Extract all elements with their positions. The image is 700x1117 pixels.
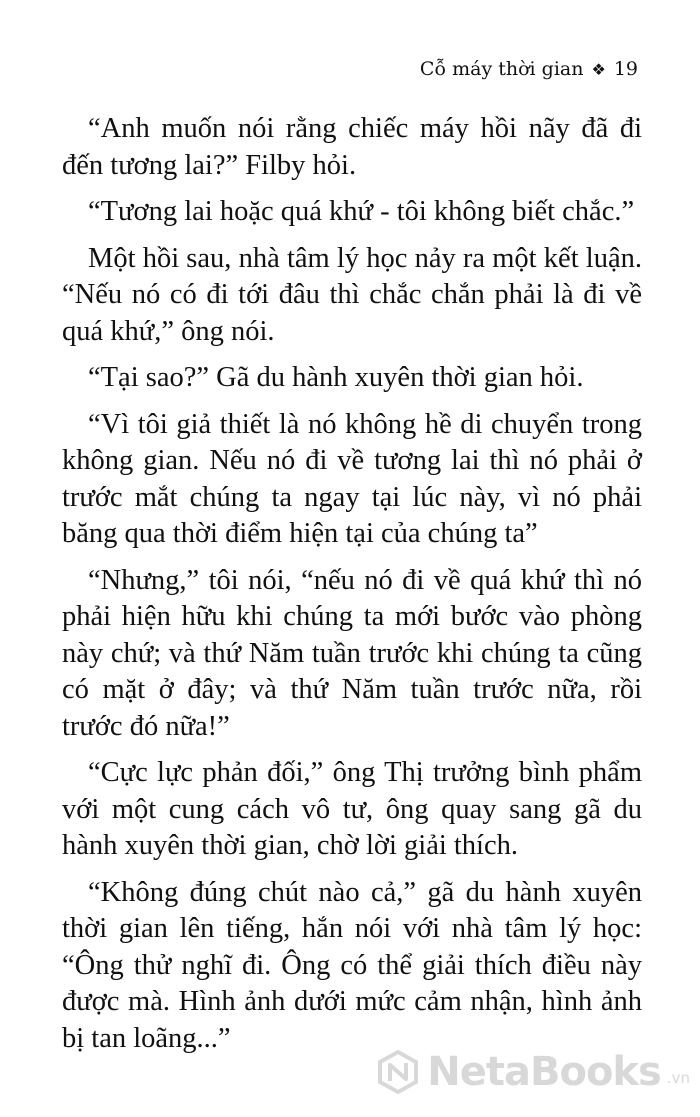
ornament-icon: ❖ [591, 59, 606, 79]
paragraph: “Nhưng,” tôi nói, “nếu nó đi về quá khứ thì nó phải hiện hữu khi chúng ta mới bước vào phòng này chứ; và thứ Năm tuần trước khi chúng ta cũng có mặt ở đây; và thứ Năm tuần trước nữa, rồi trước đó nữa!” [62, 564, 642, 742]
paragraph: “Cực lực phản đối,” ông Thị trưởng bình phẩm với một cung cách vô tư, ông quay sang gã du hành xuyên thời gian, chờ lời giải thích. [62, 757, 642, 861]
running-header [420, 58, 638, 80]
watermark-brand: NetaBooks [427, 1049, 661, 1095]
paragraph: “Vì tôi giả thiết là nó không hề di chuyển trong không gian. Nếu nó đi về tương lai thì nó phải ở trước mắt chúng ta ngay tại lúc này, vì nó phải băng qua thời điểm hiện tại của chúng ta” [62, 408, 642, 549]
paragraph: “Anh muốn nói rằng chiếc máy hồi nãy đã đi đến tương lai?” Filby hỏi. [62, 113, 642, 181]
paragraph: “Tại sao?” Gã du hành xuyên thời gian hỏi. [88, 362, 584, 393]
paragraph: “Tương lai hoặc quá khứ - tôi không biết chắc.” [88, 196, 635, 227]
body-text [62, 111, 642, 1067]
watermark-tld: .vn [666, 1069, 690, 1087]
running-title: Cỗ máy thời gian [419, 58, 584, 80]
page-number: 19 [613, 58, 638, 80]
paragraph: Một hồi sau, nhà tâm lý học nảy ra một kết luận. “Nếu nó có đi tới đâu thì chắc chắn phải là đi về quá khứ,” ông nói. [62, 242, 642, 347]
paragraph: “Không đúng chút nào cả,” gã du hành xuyên thời gian lên tiếng, hắn nói với nhà tâm lý học: “Ông thử nghĩ đi. Ông có thể giải thích điều này được mà. Hình ảnh dưới mức cảm nhận, hình ảnh bị tan loãng...” [62, 876, 642, 1054]
netabooks-logo-icon [375, 1049, 421, 1095]
watermark [375, 1049, 690, 1095]
